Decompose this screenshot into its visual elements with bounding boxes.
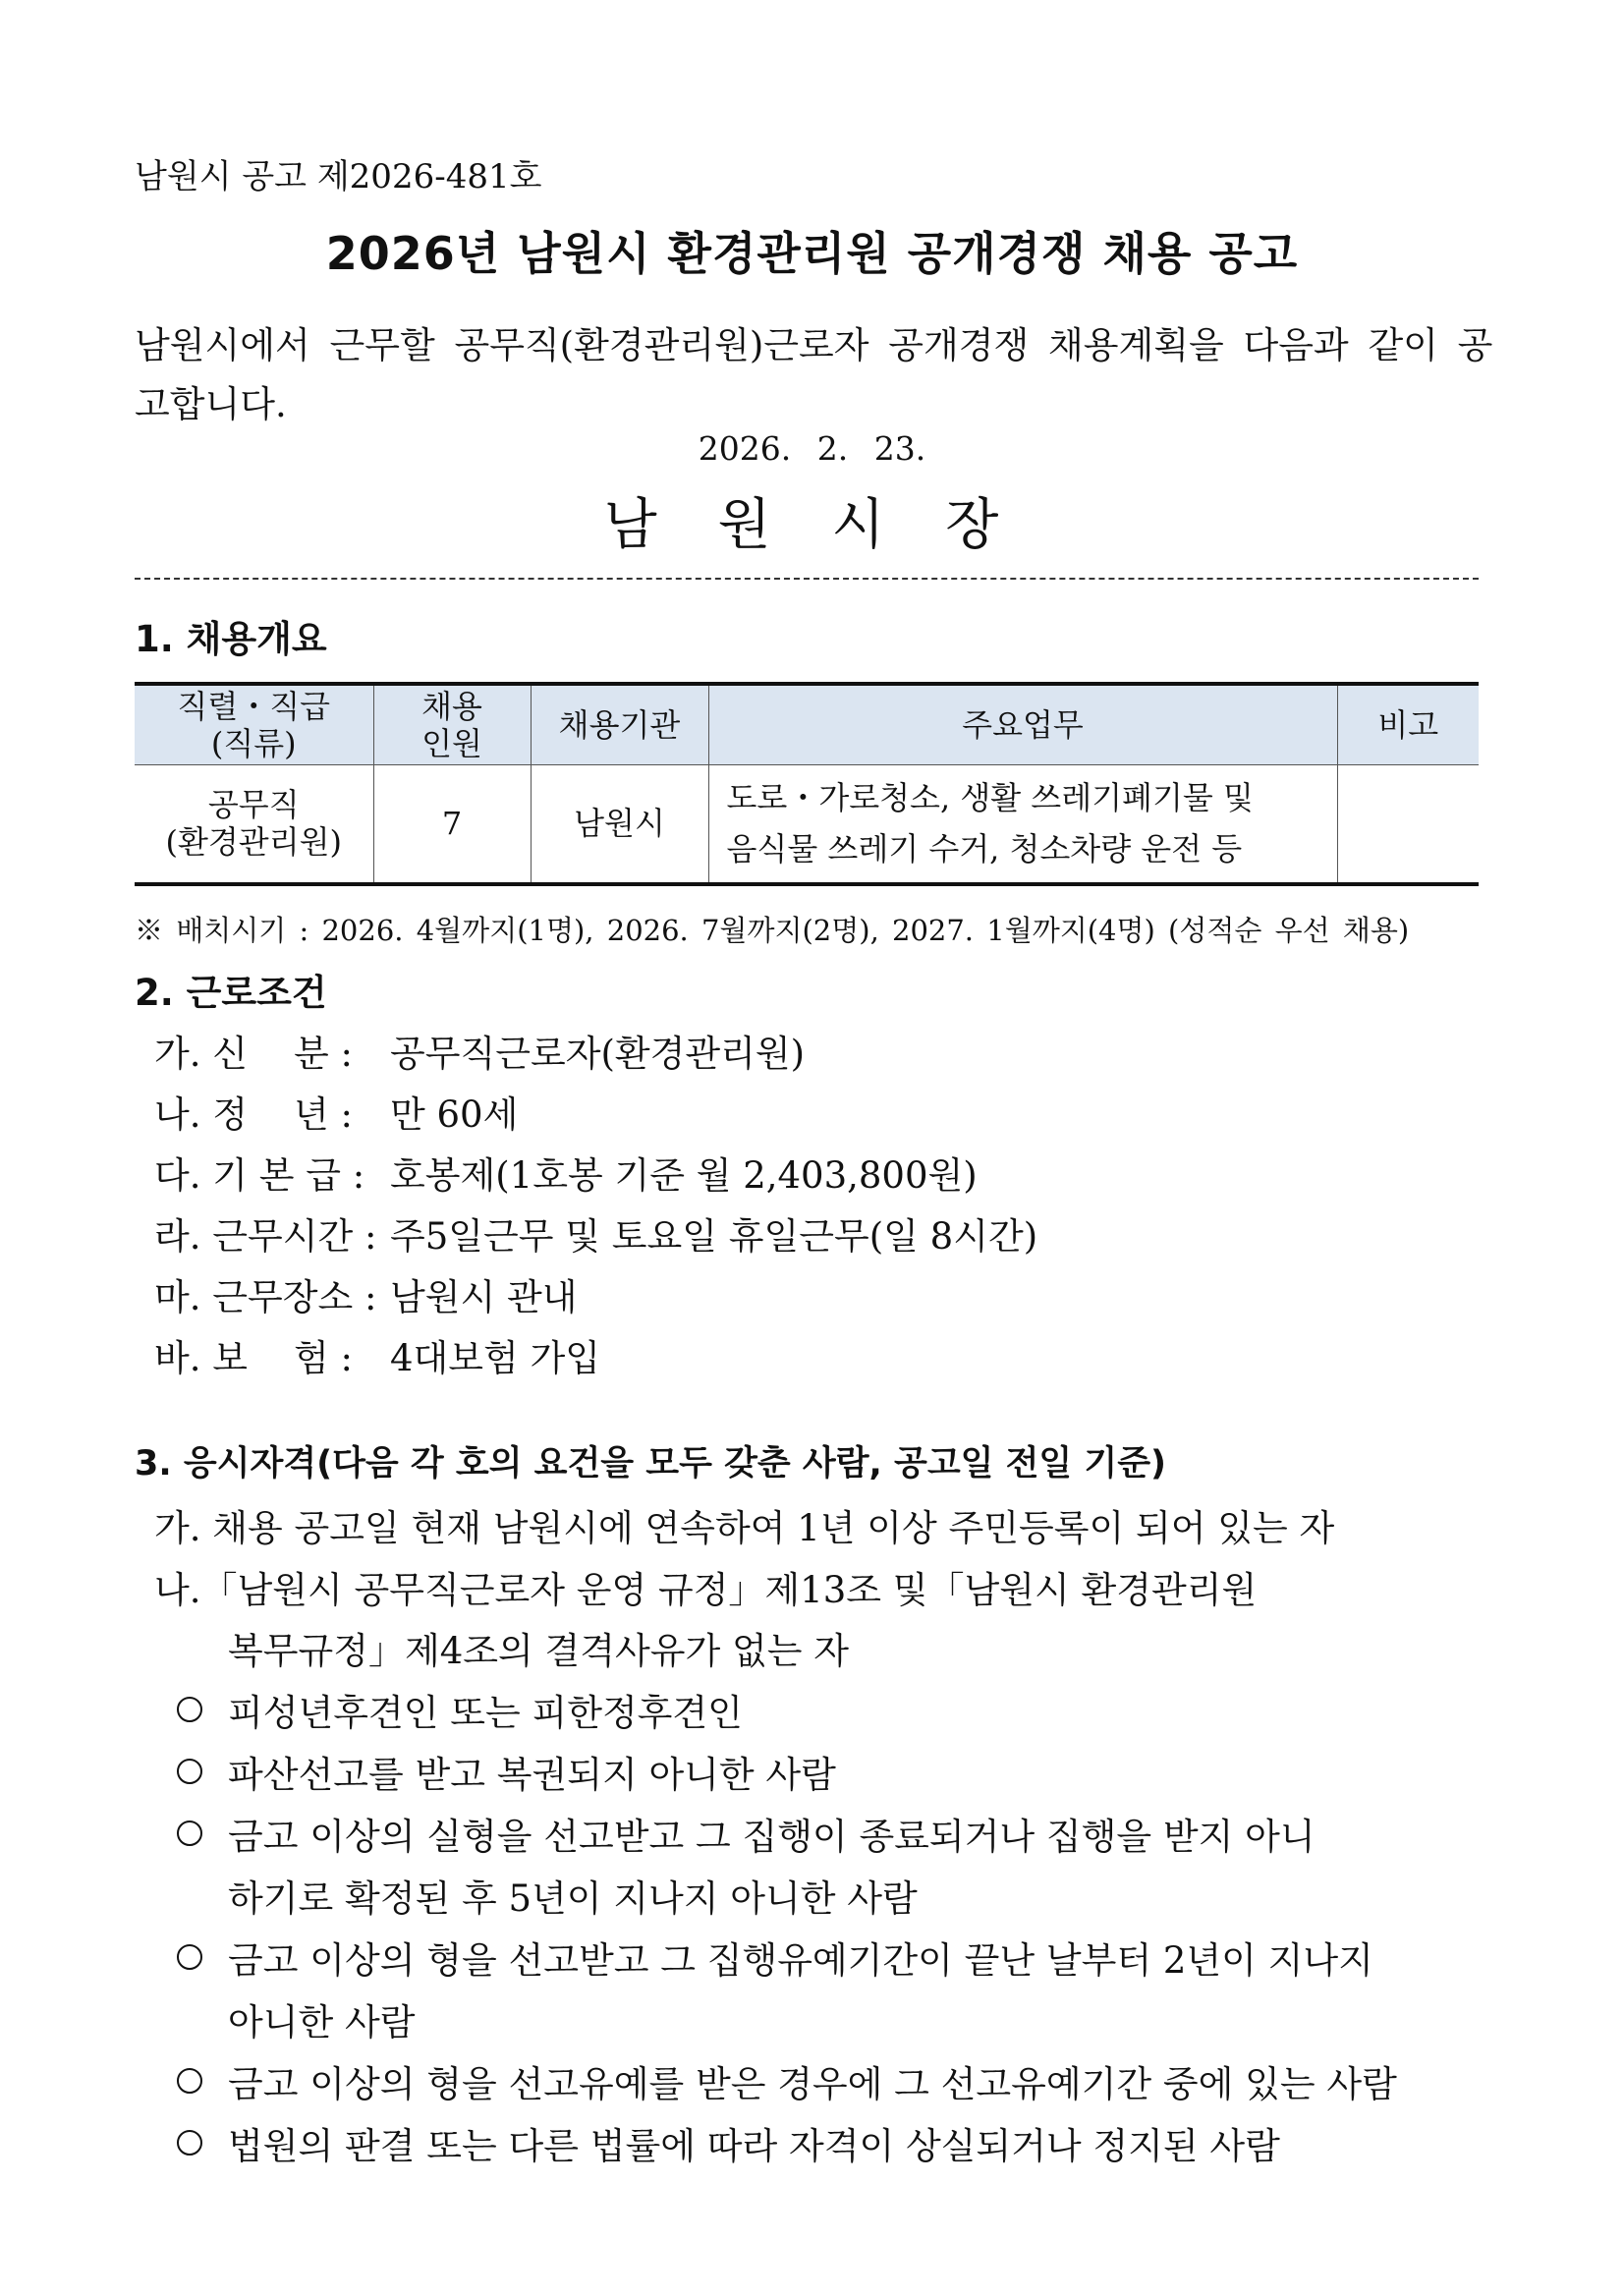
qualification-item-a: 가. 채용 공고일 현재 남원시에 연속하여 1년 이상 주민등록이 되어 있는 자 (154, 1507, 1335, 1549)
disqualification-item: 금고 이상의 실형을 선고받고 그 집행이 종료되거나 집행을 받지 아니 (228, 1816, 1316, 1858)
cell-agency: 남원시 (531, 764, 708, 884)
disqualification-item: 파산선고를 받고 복권되지 아니한 사람 (228, 1754, 836, 1796)
cell-position: 공무직 (환경관리원) (135, 764, 373, 884)
table-header-row (135, 684, 1479, 764)
issuer-name: 남 원 시 장 (603, 493, 1021, 557)
section-heading-overview: 1. 채용개요 (135, 618, 327, 660)
qualification-item-b-continued: 복무규정」제4조의 결격사유가 없는 자 (228, 1630, 849, 1672)
section-heading-conditions: 2. 근로조건 (135, 972, 327, 1014)
notice-number: 남원시 공고 제2026-481호 (135, 157, 542, 196)
header-remarks: 비고 (1337, 684, 1479, 764)
cell-headcount: 7 (373, 764, 531, 884)
page-title: 2026년 남원시 환경관리원 공개경쟁 채용 공고 (325, 227, 1299, 280)
disqualification-item: 법원의 판결 또는 다른 법률에 따라 자격이 상실되거나 정지된 사람 (228, 2125, 1280, 2167)
bullet-circle-icon (177, 1697, 202, 1722)
condition-item: 바. 보 험 : 4대보험 가입 (154, 1337, 601, 1379)
intro-paragraph: 남원시에서 근무할 공무직(환경관리원)근로자 공개경쟁 채용계획을 다음과 같이 공고합니다. (135, 324, 1493, 425)
qualification-item-b: 나.「남원시 공무직근로자 운영 규정」제13조 및「남원시 환경관리원 (154, 1569, 1258, 1611)
cell-remarks (1337, 764, 1479, 884)
condition-item: 나. 정 년 : 만 60세 (154, 1093, 519, 1136)
header-agency: 채용기관 (531, 684, 708, 764)
bullet-circle-icon (177, 1759, 202, 1784)
disqualification-item-continued: 하기로 확정된 후 5년이 지나지 아니한 사람 (228, 1877, 918, 1920)
disqualification-item: 금고 이상의 형을 선고유예를 받은 경우에 그 선고유예기간 중에 있는 사람 (228, 2063, 1397, 2105)
cell-duties: 도로・가로청소, 생활 쓰레기폐기물 및 음식물 쓰레기 수거, 청소차량 운전 등 (708, 764, 1337, 884)
placement-footnote: ※ 배치시기 : 2026. 4월까지(1명), 2026. 7월까지(2명), 2027. 1월까지(4명) (성적순 우선 채용) (135, 914, 1410, 947)
disqualification-item: 금고 이상의 형을 선고받고 그 집행유예기간이 끝난 날부터 2년이 지나지 (228, 1939, 1373, 1982)
condition-item: 가. 신 분 : 공무직근로자(환경관리원) (154, 1033, 806, 1075)
recruitment-overview-table (135, 682, 1479, 886)
condition-item: 다. 기 본 급 : 호봉제(1호봉 기준 월 2,403,800원) (154, 1154, 978, 1197)
condition-item: 마. 근무장소 : 남원시 관내 (154, 1276, 578, 1318)
notice-date: 2026. 2. 23. (698, 429, 926, 468)
bullet-circle-icon (177, 1820, 202, 1846)
dashed-divider (135, 578, 1479, 580)
header-headcount: 채용 인원 (373, 684, 531, 764)
disqualification-item-continued: 아니한 사람 (228, 2001, 416, 2044)
header-duties: 주요업무 (708, 684, 1337, 764)
bullet-circle-icon (177, 2068, 202, 2094)
header-position: 직렬・직급 (직류) (135, 684, 373, 764)
table-row (135, 764, 1479, 884)
disqualification-item: 피성년후견인 또는 피한정후견인 (228, 1692, 743, 1734)
bullet-circle-icon (177, 2130, 202, 2156)
condition-item: 라. 근무시간 : 주5일근무 및 토요일 휴일근무(일 8시간) (154, 1215, 1038, 1258)
section-heading-qualifications: 3. 응시자격(다음 각 호의 요건을 모두 갖춘 사람, 공고일 전일 기준) (135, 1444, 1167, 1484)
bullet-circle-icon (177, 1944, 202, 1970)
